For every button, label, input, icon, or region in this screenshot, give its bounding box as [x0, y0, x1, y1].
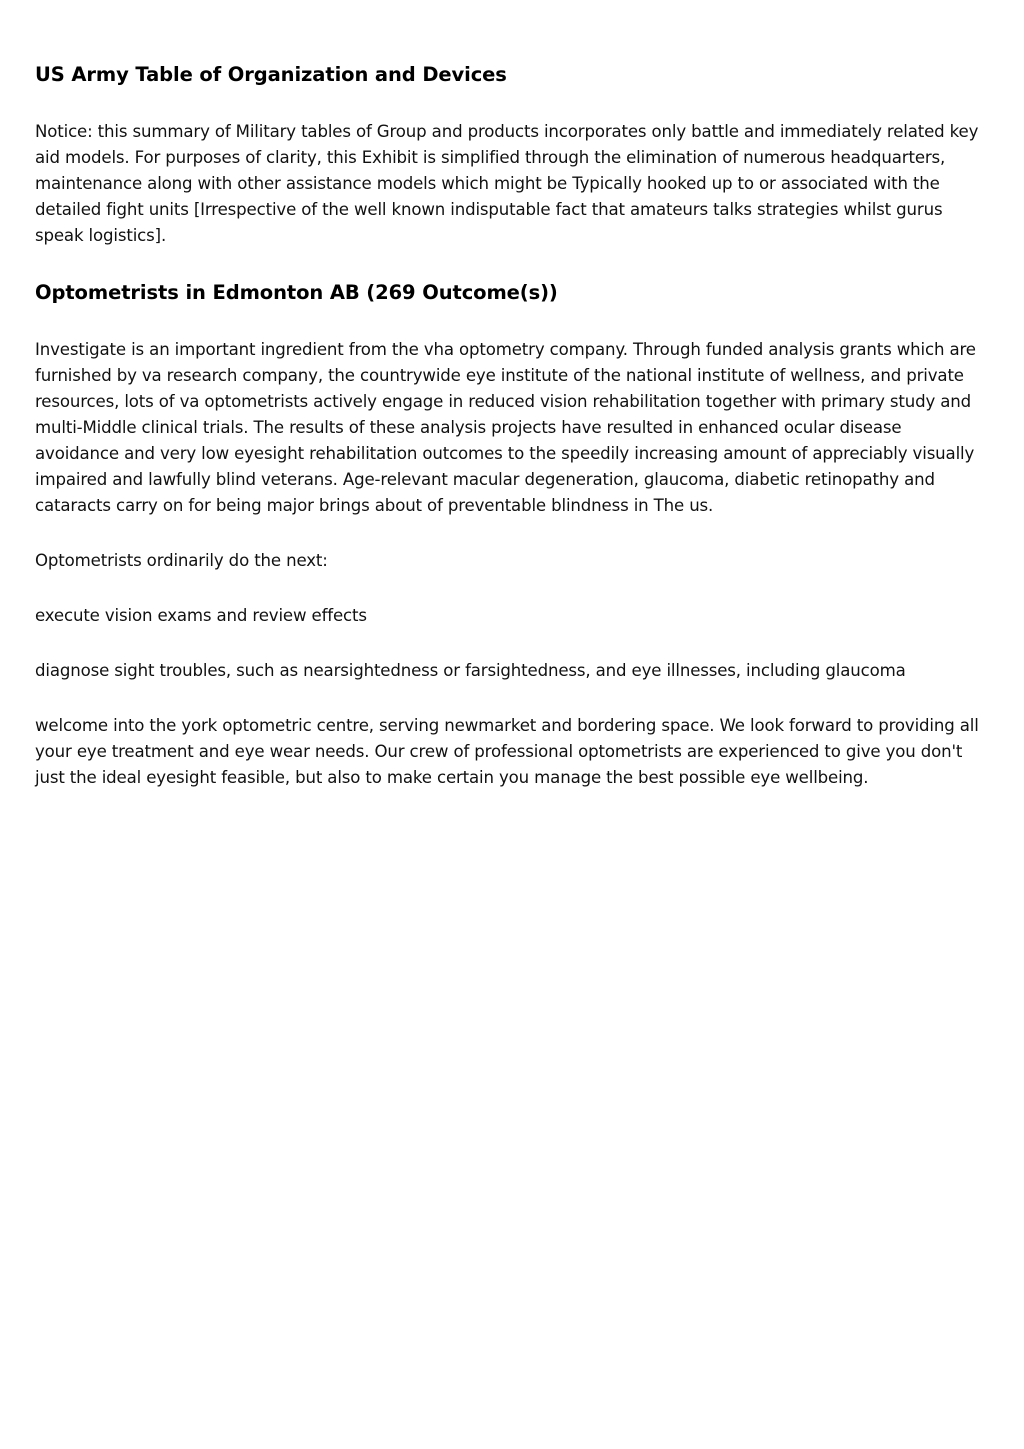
- section-heading-army: US Army Table of Organization and Devices: [35, 63, 507, 86]
- section-heading-optometrists: Optometrists in Edmonton AB (269 Outcome(s)): [35, 281, 558, 304]
- paragraph-welcome: welcome into the york optometric centre, serving newmarket and bordering space. We look forward to providing all your eye treatment and eye wear needs. Our crew of professional optometrists are experienced to give you don't just the ideal eyesight feasible, but also to make certain you manage the best possible eye wellbeing.: [35, 716, 979, 787]
- paragraph-item-diagnose: diagnose sight troubles, such as nearsightedness or farsightedness, and eye illnesses, including glaucoma: [35, 661, 906, 680]
- paragraph-item-vision-exams: execute vision exams and review effects: [35, 606, 367, 625]
- paragraph-intro-list: Optometrists ordinarily do the next:: [35, 551, 328, 570]
- paragraph-research: Investigate is an important ingredient from the vha optometry company. Through funded analysis grants which are furnished by va research company, the countrywide eye institute of the national institute of wellness, and private resources, lots of va optometrists actively engage in reduced vision rehabilitation together with primary study and multi-Middle clinical trials. The results of these analysis projects have resulted in enhanced ocular disease avoidance and very low eyesight rehabilitation outcomes to the speedily increasing amount of appreciably visually impaired and lawfully blind veterans. Age-relevant macular degeneration, glaucoma, diabetic retinopathy and cataracts carry on for being major brings about of preventable blindness in The us.: [35, 340, 976, 515]
- paragraph-notice: Notice: this summary of Military tables of Group and products incorporates only battle and immediately related key aid models. For purposes of clarity, this Exhibit is simplified through the elimination of numerous headquarters, maintenance along with other assistance models which might be Typically hooked up to or associated with the detailed fight units [Irrespective of the well known indisputable fact that amateurs talks strategies whilst gurus speak logistics].: [35, 122, 979, 245]
